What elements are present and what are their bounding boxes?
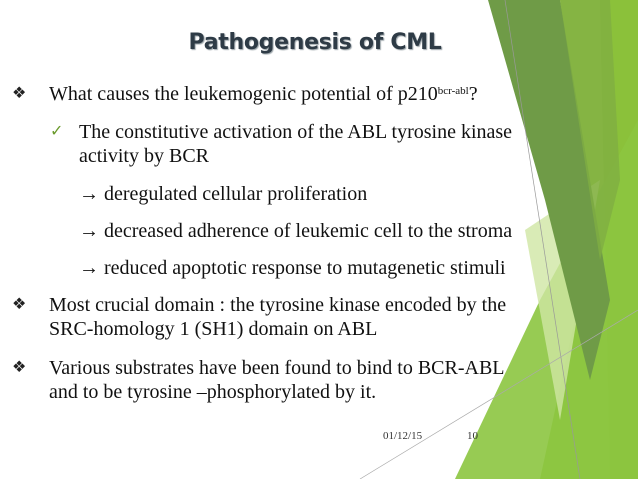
bullet-text — [49, 83, 478, 106]
sub-bullet-text: The constitutive activation of the ABL tyrosine kinase — [79, 121, 513, 143]
arrow-item-text: reduced apoptotic response to mutagenetic stimuli — [104, 257, 506, 279]
bullet-text: SRC-homology 1 (SH1) domain on ABL — [49, 318, 378, 340]
superscript: bcr-abl — [437, 85, 469, 97]
bullet-text: Various substrates have been found to bind to BCR-ABL — [49, 357, 505, 379]
bullet-text: Most crucial domain : the tyrosine kinase encoded by the — [49, 294, 507, 316]
arrow-item-text: decreased adherence of leukemic cell to the stroma — [104, 220, 513, 242]
arrow-item — [79, 257, 506, 280]
arrow-item-text: deregulated cellular proliferation — [104, 183, 368, 205]
check-bullet-icon: ✓ — [50, 123, 64, 140]
diamond-bullet-icon: ❖ — [12, 85, 27, 102]
bullet-text: and to be tyrosine –phosphorylated by it. — [49, 381, 377, 403]
arrow-item — [79, 183, 367, 206]
arrow-icon: → — [79, 257, 99, 279]
slide-title: Pathogenesis of CML — [188, 30, 442, 55]
arrow-icon: → — [79, 183, 99, 205]
footer-date: 01/12/15 — [383, 430, 423, 442]
bullet-text-end: ? — [468, 83, 478, 105]
sub-bullet-text: activity by BCR — [79, 145, 209, 167]
diamond-bullet-icon: ❖ — [12, 296, 27, 313]
diamond-bullet-icon: ❖ — [12, 359, 27, 376]
slide-number: 10 — [467, 430, 478, 442]
bullet-text-main: What causes the leukemogenic potential of p210 — [49, 83, 438, 105]
arrow-icon: → — [79, 220, 99, 242]
arrow-item — [79, 220, 512, 243]
